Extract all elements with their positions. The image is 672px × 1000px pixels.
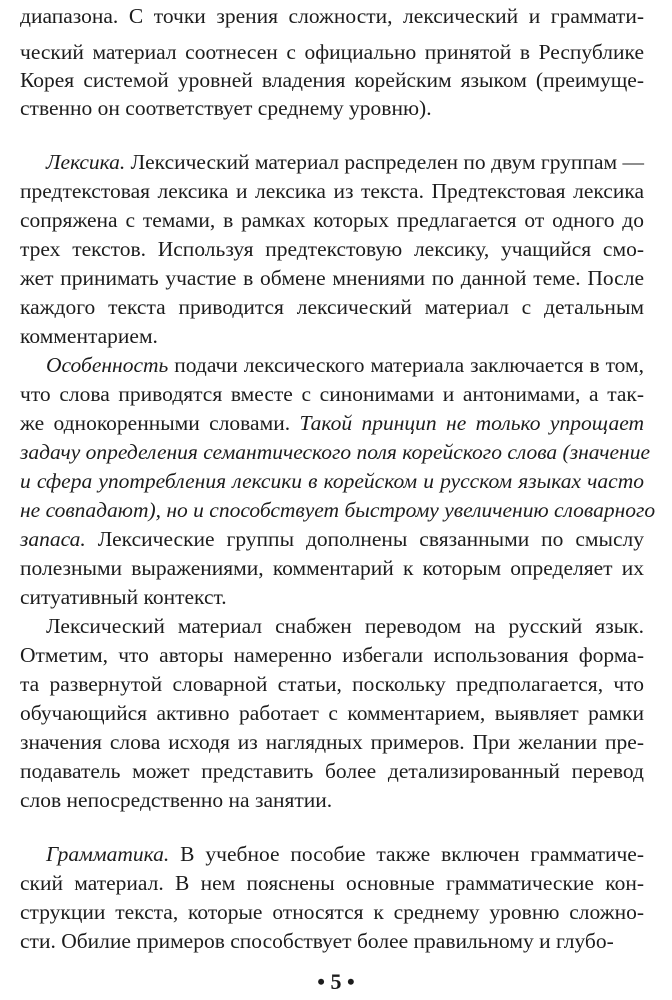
italic-text: Лексика. (46, 150, 126, 174)
text-run: струкции текста, которые относятся к среднему уровню сложно- (20, 900, 644, 924)
text-line (46, 840, 644, 869)
text-run: Лексический материал распределен по двум группам — (125, 150, 644, 174)
text-line (20, 94, 644, 123)
text-line (20, 235, 644, 264)
text-line (46, 612, 644, 641)
text-line (20, 293, 644, 322)
text-line (20, 728, 644, 757)
text-run: полезными выражениями, комментарий к которым определяет их (20, 556, 644, 580)
italic-text: запаса. (20, 527, 86, 551)
text-line (20, 264, 644, 293)
text-line (20, 2, 644, 31)
text-run: Лексический материал снабжен переводом на русский язык. (46, 614, 644, 638)
text-run: ский материал. В нем пояснены основные грамматические кон- (20, 871, 644, 895)
text-run: Отметим, что авторы намеренно избегали использования форма- (20, 643, 644, 667)
text-line (20, 699, 644, 728)
text-line (20, 322, 644, 351)
text-run: обучающийся активно работает с комментарием, выявляет рамки (20, 701, 644, 725)
italic-text: и сфера употребления лексики в корейском и русском языках часто (20, 469, 644, 493)
text-line (20, 786, 644, 815)
text-line (20, 66, 644, 95)
text-run: жет принимать участие в обмене мнениями по данной теме. После (20, 266, 644, 290)
text-run: ственно он соответствует среднему уровню). (20, 96, 432, 120)
text-run: подаватель может представить более детализированный перевод (20, 759, 644, 783)
text-run: что слова приводятся вместе с синонимами и антонимами, а так- (20, 382, 644, 406)
text-run: Лексические группы дополнены связанными по смыслу (85, 527, 644, 551)
text-run: сопряжена с темами, в рамках которых предлагается от одного до (20, 208, 644, 232)
text-line (20, 869, 644, 898)
text-line (20, 757, 644, 786)
italic-text: Особенность (46, 353, 169, 377)
text-run: сти. Обилие примеров способствует более правильному и глубо- (20, 929, 614, 953)
text-line (20, 467, 644, 496)
text-line (20, 496, 656, 525)
text-line (20, 38, 644, 67)
italic-text: не совпадают), но и способствует быстрому увеличению словарного (20, 498, 656, 522)
text-line (20, 641, 644, 670)
text-line (20, 380, 644, 409)
text-run: предтекстовая лексика и лексика из текста. Предтекстовая лексика (20, 179, 644, 203)
text-run: комментарием. (20, 324, 158, 348)
text-run: каждого текста приводится лексический материал с детальным (20, 295, 644, 319)
text-run: В учебное пособие также включен грамматиче- (169, 842, 644, 866)
italic-text: Грамматика. (46, 842, 170, 866)
text-line (20, 554, 644, 583)
text-line (46, 148, 644, 177)
text-run: Корея системой уровней владения корейским языком (преимуще- (20, 68, 644, 92)
text-line (20, 438, 650, 467)
text-line (20, 670, 644, 699)
text-run: подачи лексического материала заключается в том, (168, 353, 644, 377)
text-line (20, 525, 644, 554)
text-run: слов непосредственно на занятии. (20, 788, 333, 812)
text-run: же однокоренными словами. (20, 411, 300, 435)
text-line (20, 583, 644, 612)
text-run: ческий материал соотнесен с официально принятой в Республике (20, 40, 644, 64)
italic-text: задачу определения семантического поля корейского слова (значение (20, 440, 650, 464)
text-line (46, 351, 644, 380)
text-line (20, 927, 644, 956)
page-number: • 5 • (317, 969, 355, 994)
text-run: та развернутой словарной статьи, поскольку предполагается, что (20, 672, 644, 696)
text-line (20, 409, 644, 438)
text-line (20, 898, 644, 927)
text-run: ситуативный контекст. (20, 585, 227, 609)
text-line (20, 177, 644, 206)
text-run: трех текстов. Используя предтекстовую лексику, учащийся смо- (20, 237, 644, 261)
text-run: диапазона. С точки зрения сложности, лексический и граммати- (20, 4, 644, 28)
italic-text: Такой принцип не только упрощает (299, 411, 645, 435)
text-run: значения слова исходя из наглядных примеров. При желании пре- (20, 730, 644, 754)
text-line (20, 206, 644, 235)
